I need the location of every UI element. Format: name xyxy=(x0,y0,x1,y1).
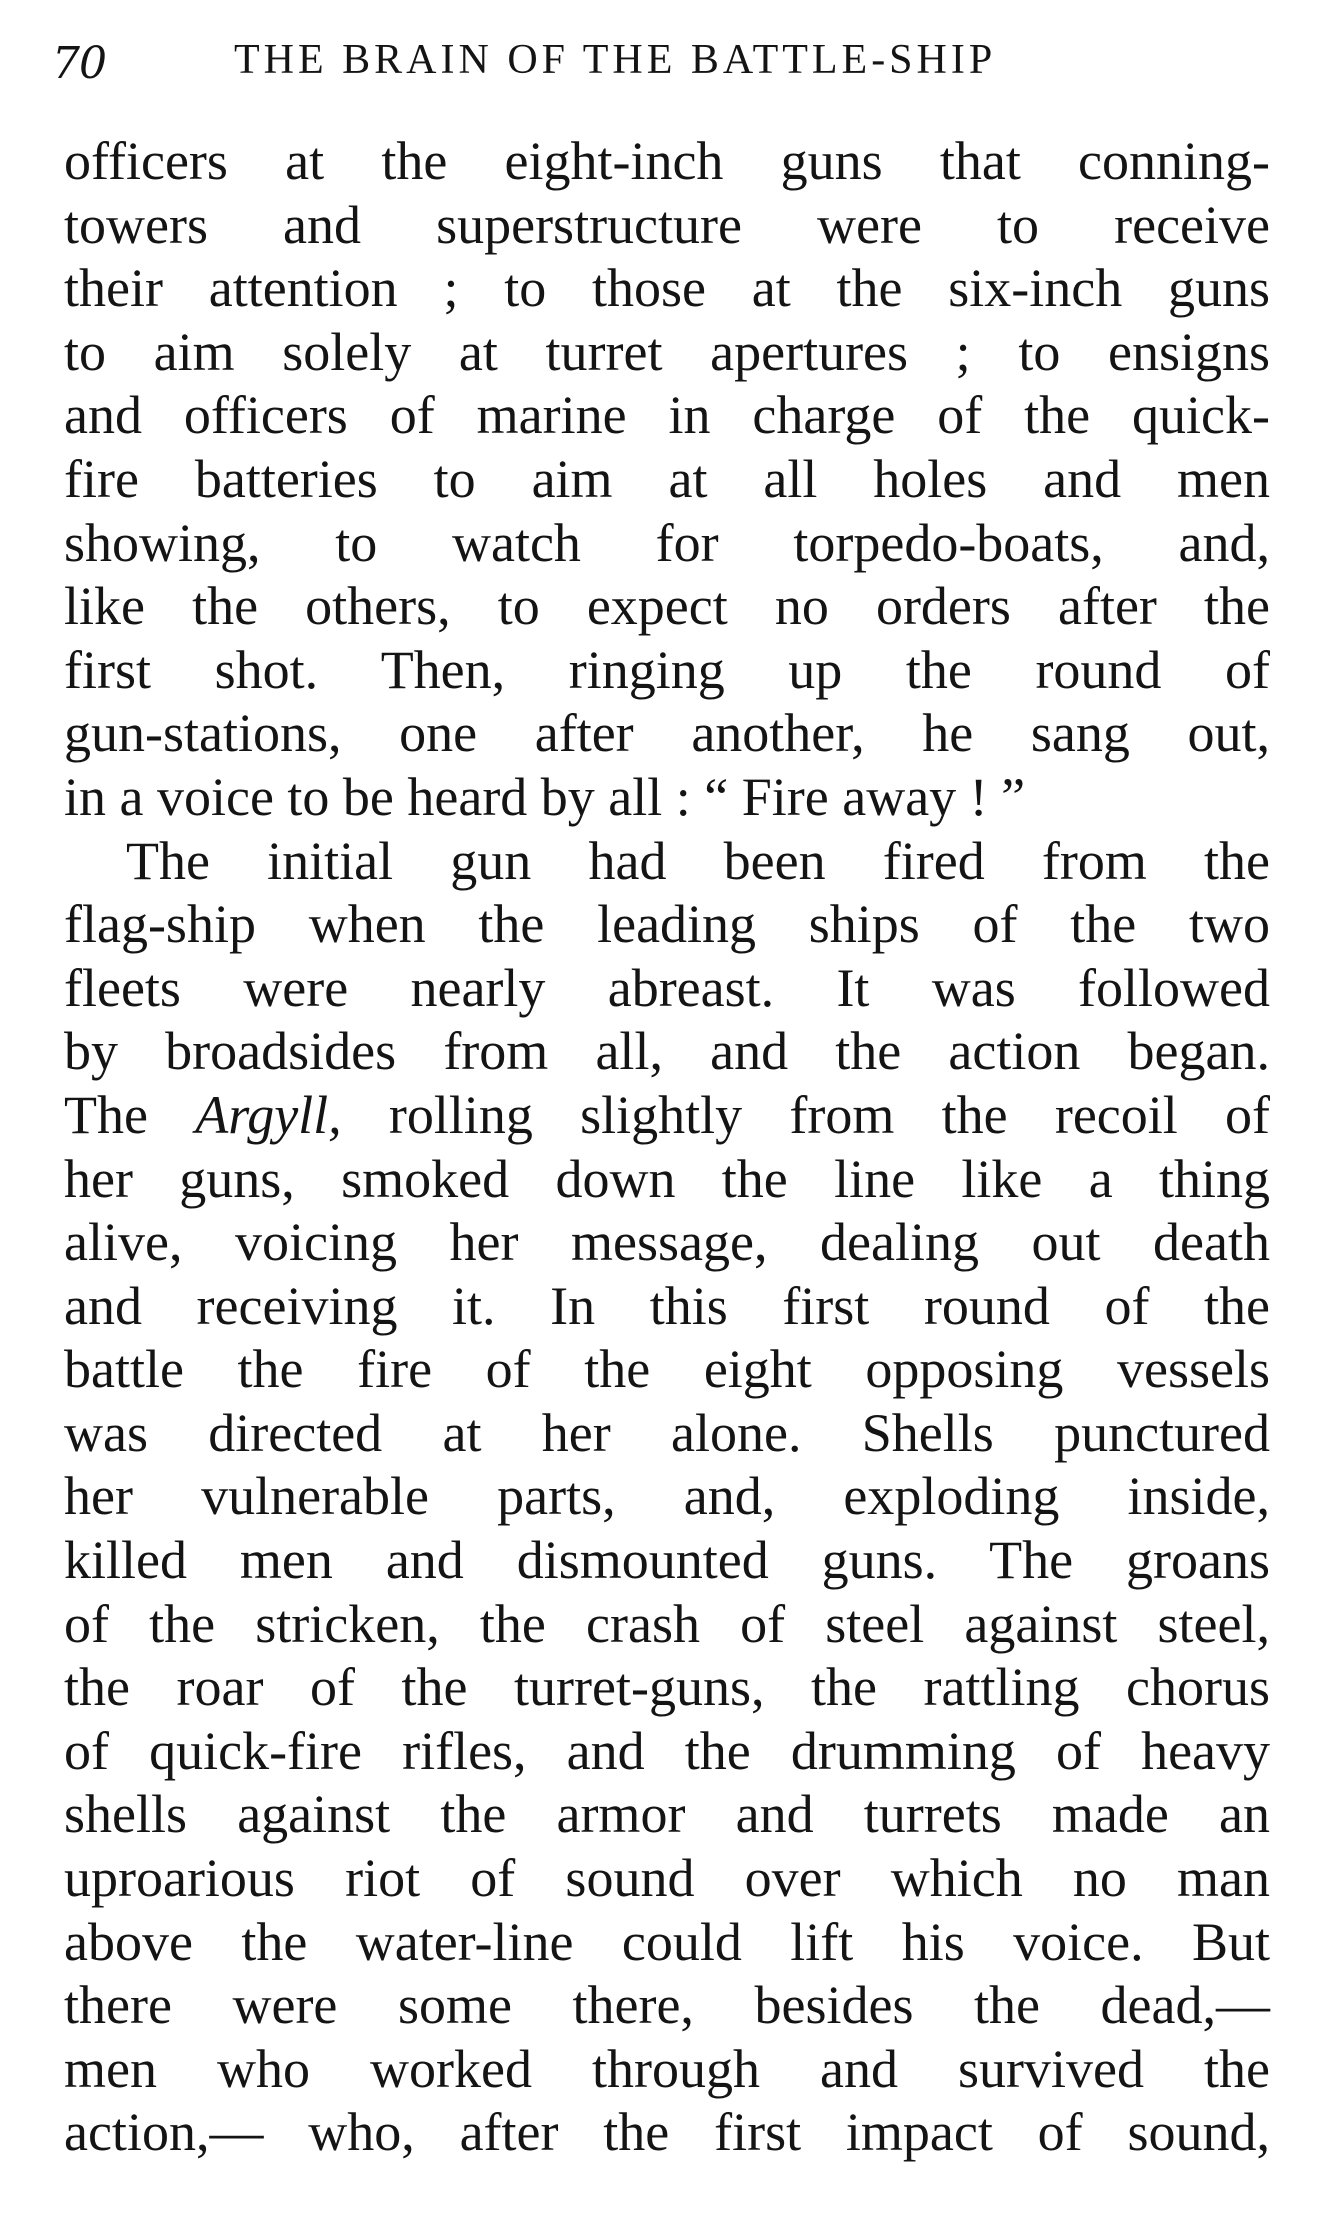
page-header xyxy=(52,30,1112,100)
text-line: first shot. Then, ringing up the round of xyxy=(64,639,1270,700)
text-line: showing, to watch for torpedo-boats, and, xyxy=(64,512,1270,573)
text-line: killed men and dismounted guns. The groans xyxy=(64,1530,1270,1591)
text-line: like the others, to expect no orders after the xyxy=(64,576,1270,637)
paragraph-start-line: The initial gun had been fired from the xyxy=(126,830,1270,891)
text-line: the roar of the turret-guns, the rattling chorus xyxy=(64,1657,1270,1718)
line-prefix: The xyxy=(64,1084,196,1145)
text-line: her guns, smoked down the line like a thing xyxy=(64,1148,1270,1209)
text-line: and receiving it. In this first round of the xyxy=(64,1275,1270,1336)
line-suffix: rolling slightly from the recoil of xyxy=(341,1084,1270,1145)
text-line: her vulnerable parts, and, exploding inside, xyxy=(64,1466,1270,1527)
text-line: action,— who, after the first impact of sound, xyxy=(64,2102,1270,2163)
text-line: of the stricken, the crash of steel against steel, xyxy=(64,1593,1270,1654)
text-line: uproarious riot of sound over which no man xyxy=(64,1848,1270,1909)
text-line: by broadsides from all, and the action began. xyxy=(64,1021,1270,1082)
text-line: was directed at her alone. Shells punctured xyxy=(64,1402,1270,1463)
text-line: to aim solely at turret apertures ; to ensigns xyxy=(64,321,1270,382)
text-line: their attention ; to those at the six-inch guns xyxy=(64,258,1270,319)
text-line: towers and superstructure were to receive xyxy=(64,194,1270,255)
text-line: battle the fire of the eight opposing vessels xyxy=(64,1339,1270,1400)
text-line: there were some there, besides the dead,— xyxy=(64,1975,1270,2036)
text-line: of quick-fire rifles, and the drumming of heavy xyxy=(64,1720,1270,1781)
page-number: 70 xyxy=(52,38,106,89)
text-line: in a voice to be heard by all : “ Fire away ! ” xyxy=(64,766,1026,827)
text-line: officers at the eight-inch guns that conning- xyxy=(64,131,1270,191)
text-line: shells against the armor and turrets made an xyxy=(64,1784,1270,1845)
text-line: and officers of marine in charge of the quick- xyxy=(64,385,1270,446)
text-line: alive, voicing her message, dealing out death xyxy=(64,1212,1270,1273)
running-title: THE BRAIN OF THE BATTLE-SHIP xyxy=(234,37,997,83)
text-line: fire batteries to aim at all holes and men xyxy=(64,448,1270,509)
text-line-with-ship-name xyxy=(64,1084,1270,1148)
text-line: above the water-line could lift his voice. But xyxy=(64,1911,1270,1972)
text-line: flag-ship when the leading ships of the two xyxy=(64,894,1270,955)
ship-name: Argyll, xyxy=(195,1084,342,1145)
body-text xyxy=(64,130,1270,2165)
text-line: gun-stations, one after another, he sang out, xyxy=(64,703,1270,764)
text-line: fleets were nearly abreast. It was followed xyxy=(64,957,1270,1018)
text-line: men who worked through and survived the xyxy=(64,2038,1270,2099)
